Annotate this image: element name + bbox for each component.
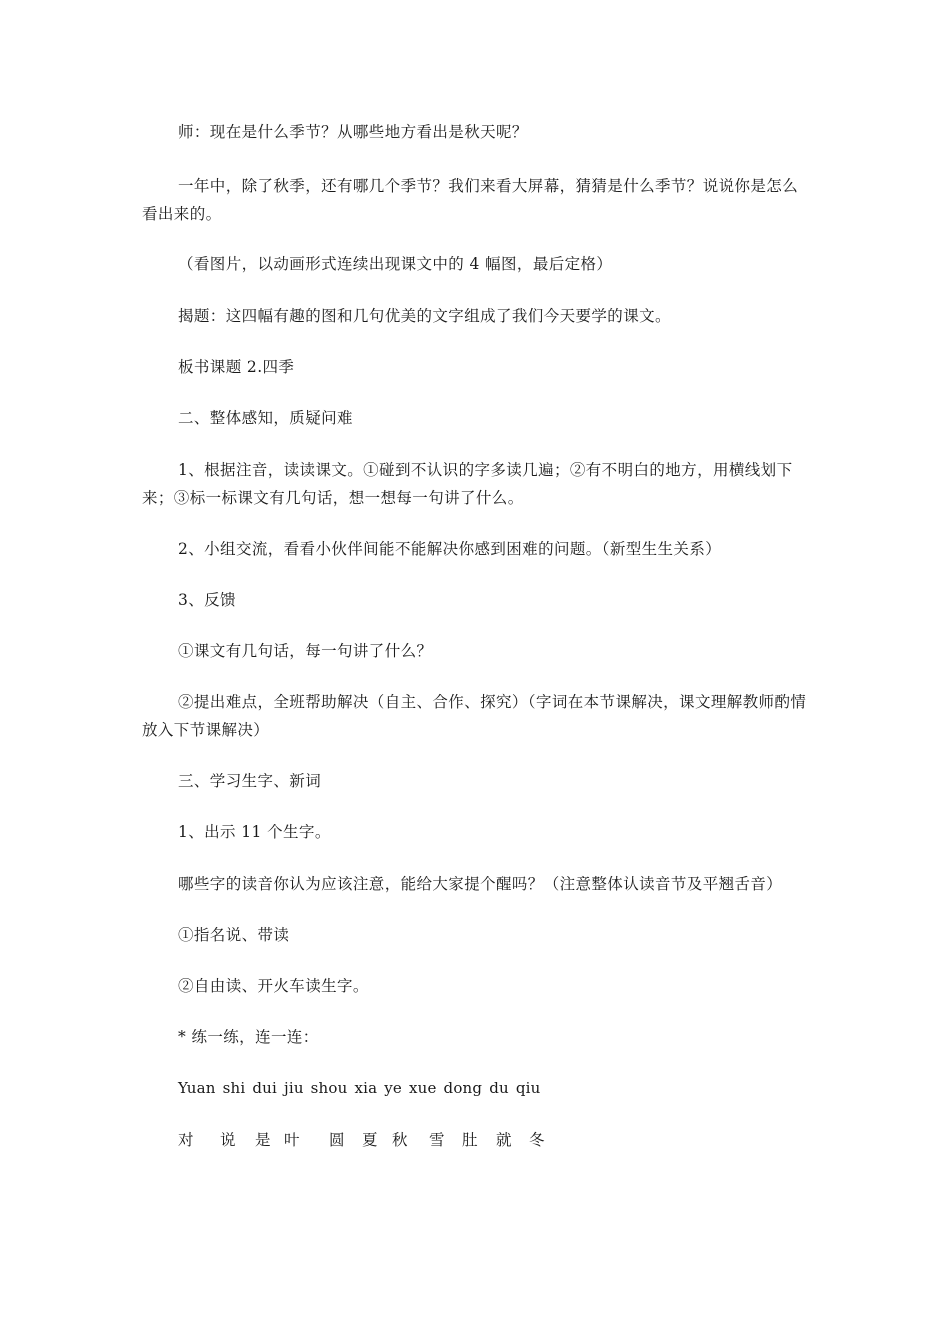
character-item: 对 [178, 1131, 194, 1149]
section-heading-3: 三、学习生字、新词 [178, 772, 322, 790]
paragraph-step-3: 3、反馈 [178, 591, 236, 609]
character-item: 冬 [529, 1131, 545, 1149]
character-item: 夏 [362, 1131, 378, 1149]
character-item: 雪 [429, 1131, 445, 1149]
paragraph-step-1: 1、根据注音，读读课文。①碰到不认识的字多读几遍；②有不明白的地方，用横线划下来；③标一标课文有几句话，想一想每一句讲了什么。 [142, 461, 793, 507]
paragraph-seasons-question: 一年中，除了秋季，还有哪几个季节？我们来看大屏幕，猜猜是什么季节？说说你是怎么看出来的。 [142, 177, 799, 223]
paragraph-board-title: 板书课题 2.四季 [178, 358, 295, 376]
character-item: 就 [496, 1131, 512, 1149]
paragraph-pronunciation: 哪些字的读音你认为应该注意，能给大家提个醒吗？（注意整体认读音节及平翘舌音） [178, 875, 783, 893]
paragraph-free-read: ②自由读、开火车读生字。 [178, 977, 369, 995]
paragraph-step-3a: ①课文有几句话，每一句讲了什么？ [178, 642, 433, 660]
character-item: 叶 [284, 1131, 300, 1149]
paragraph-show-characters: 1、出示 11 个生字。 [178, 823, 331, 841]
character-item: 肚 [462, 1131, 478, 1149]
paragraph-exercise: * 练一练，连一连： [178, 1028, 319, 1046]
pinyin-line: Yuan shi dui jiu shou xia ye xue dong du qiu [178, 1079, 541, 1097]
section-heading-2: 二、整体感知，质疑问难 [178, 409, 353, 427]
paragraph-step-3b: ②提出难点，全班帮助解决（自主、合作、探究）（字词在本节课解决，课文理解教师酌情放入下节课解决） [142, 693, 807, 739]
paragraph-reveal-topic: 揭题：这四幅有趣的图和几句优美的文字组成了我们今天要学的课文。 [178, 307, 671, 325]
paragraph-step-2: 2、小组交流，看看小伙伴间能不能解决你感到困难的问题。（新型生生关系） [178, 540, 722, 558]
character-item: 秋 [392, 1131, 408, 1149]
character-item: 说 [220, 1131, 236, 1149]
paragraph-name-read: ①指名说、带读 [178, 926, 290, 944]
paragraph-teacher-question: 师：现在是什么季节？从哪些地方看出是秋天呢？ [178, 123, 528, 141]
character-item: 圆 [329, 1131, 345, 1149]
character-item: 是 [255, 1131, 271, 1149]
paragraph-picture-note: （看图片，以动画形式连续出现课文中的 4 幅图，最后定格） [178, 255, 613, 273]
